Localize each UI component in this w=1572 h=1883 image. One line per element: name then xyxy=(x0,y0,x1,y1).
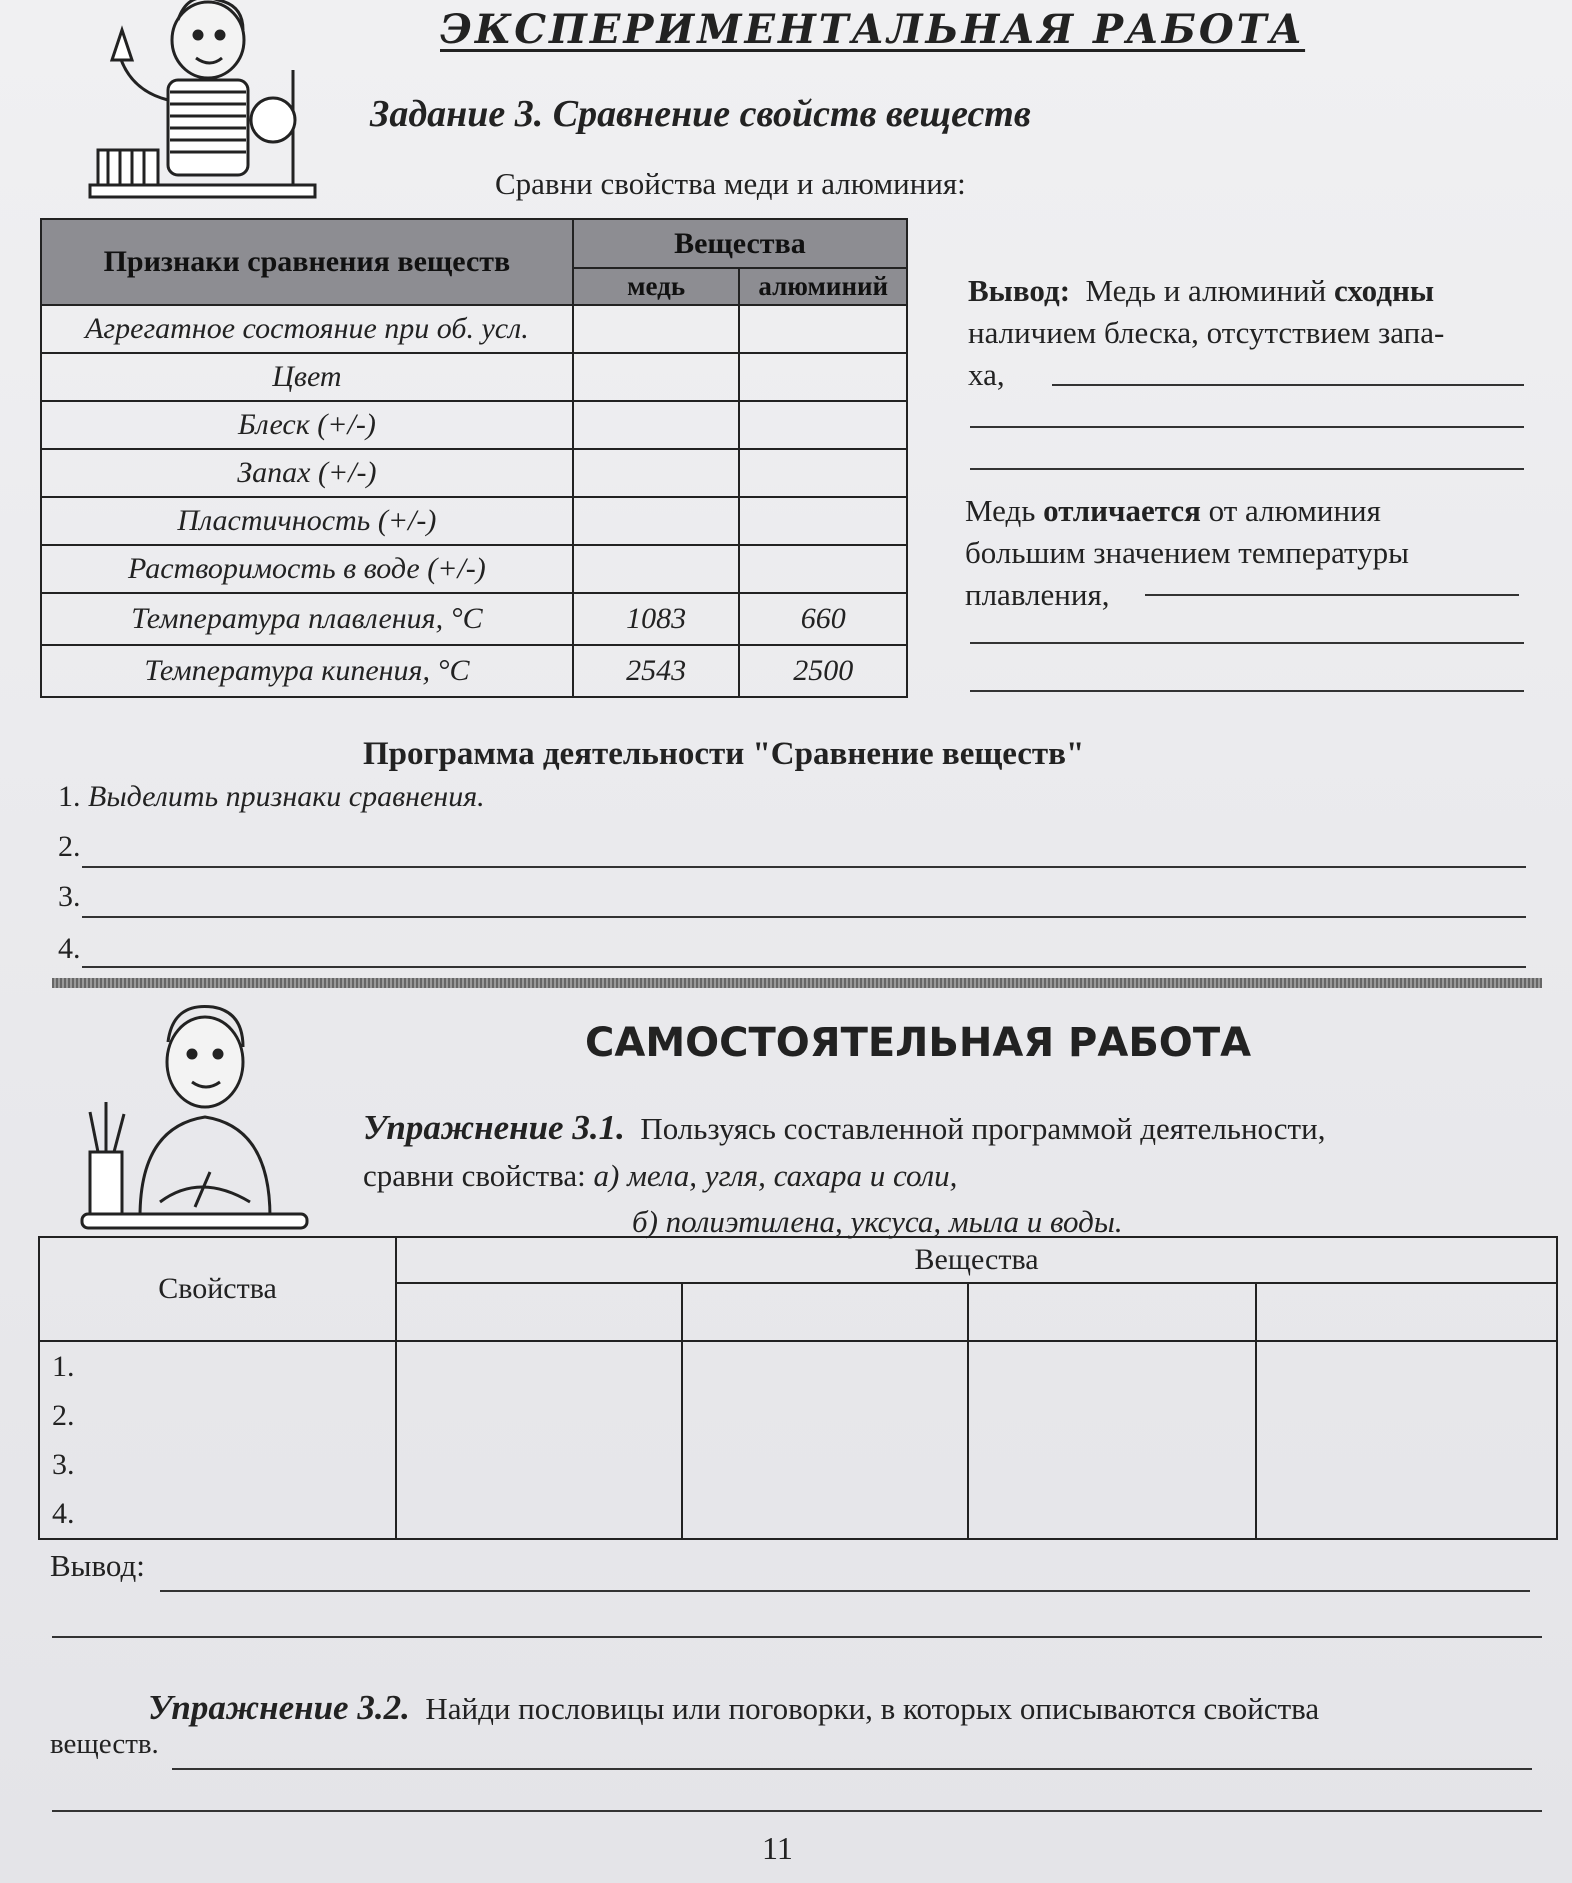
exercise-3-1-text: Пользуясь составленной программой деятельности, xyxy=(640,1111,1326,1146)
aluminum-cell xyxy=(739,449,907,497)
copper-cell: 2543 xyxy=(573,645,740,697)
exercise-3-2-text: Найди пословицы или поговорки, в которых описываются свойства xyxy=(425,1691,1320,1726)
comparison-table xyxy=(40,218,908,698)
answer-line[interactable] xyxy=(970,690,1524,692)
scientist-illustration-icon xyxy=(88,0,328,205)
aluminum-cell xyxy=(739,497,907,545)
substance-header-cell[interactable] xyxy=(396,1283,682,1341)
differ-text-1: Медь xyxy=(965,493,1036,528)
exercise-table xyxy=(38,1236,1558,1540)
program-item-num: 3. xyxy=(58,880,81,913)
answer-line[interactable] xyxy=(1145,594,1519,596)
table-row xyxy=(41,353,907,401)
similar-text-2: наличием блеска, отсутствием запа- xyxy=(968,315,1445,350)
exercise-3-2 xyxy=(148,1688,1319,1728)
exercise-3-2-title: Упражнение 3.2. xyxy=(148,1688,410,1727)
substance-header-cell[interactable] xyxy=(682,1283,968,1341)
answer-line[interactable] xyxy=(52,1810,1542,1812)
experimental-section-title: ЭКСПЕРИМЕНТАЛЬНАЯ РАБОТА xyxy=(440,6,1306,53)
answer-cell[interactable] xyxy=(396,1341,682,1539)
exercise-3-1-title: Упражнение 3.1. xyxy=(363,1108,625,1147)
header-substances: Вещества xyxy=(396,1237,1557,1283)
differ-text-4: плавления, xyxy=(965,577,1110,612)
program-item-num: 4. xyxy=(58,932,81,965)
answer-line[interactable] xyxy=(970,426,1524,428)
table-row xyxy=(41,645,907,697)
aluminum-cell xyxy=(739,353,907,401)
exercise-3-2-text2: веществ. xyxy=(50,1728,159,1760)
property-number: 3. xyxy=(52,1448,75,1481)
similar-bold: сходны xyxy=(1334,273,1435,308)
answer-line[interactable] xyxy=(1052,384,1524,386)
task-3-title: Задание 3. Сравнение свойств веществ xyxy=(370,93,1031,135)
row-label: Агрегатное состояние при об. усл. xyxy=(41,305,573,353)
similar-text-1: Медь и алюминий xyxy=(1085,273,1327,308)
conclusion-block xyxy=(968,270,1528,396)
table-row xyxy=(41,449,907,497)
table-row xyxy=(41,305,907,353)
copper-cell: 1083 xyxy=(573,593,740,645)
table-row xyxy=(41,593,907,645)
difference-block xyxy=(965,490,1535,616)
differ-text-3: большим значением температуры xyxy=(965,535,1410,570)
header-criteria: Признаки сравнения веществ xyxy=(41,219,573,305)
program-item-num: 2. xyxy=(58,830,81,863)
row-label: Запах (+/-) xyxy=(41,449,573,497)
copper-cell xyxy=(573,449,740,497)
property-number: 2. xyxy=(52,1399,75,1432)
differ-text-2: от алюминия xyxy=(1208,493,1381,528)
answer-line[interactable] xyxy=(52,1636,1542,1638)
program-item-num: 1. xyxy=(58,780,81,813)
exercise-3-1-line2-b: а) мела, угля, сахара и соли, xyxy=(593,1158,958,1193)
answer-cell[interactable] xyxy=(968,1341,1256,1539)
header-copper: медь xyxy=(573,268,740,305)
answer-line[interactable] xyxy=(172,1768,1532,1770)
header-properties: Свойства xyxy=(39,1237,396,1341)
differ-bold: отличается xyxy=(1043,493,1201,528)
answer-line[interactable] xyxy=(970,642,1524,644)
copper-cell xyxy=(573,305,740,353)
exercise-3-1-line2 xyxy=(363,1158,957,1194)
header-substances: Вещества xyxy=(573,219,907,268)
exercise-3-1 xyxy=(363,1108,1325,1148)
aluminum-cell: 660 xyxy=(739,593,907,645)
aluminum-cell xyxy=(739,305,907,353)
property-number: 4. xyxy=(52,1497,75,1530)
substance-header-cell[interactable] xyxy=(1256,1283,1557,1341)
header-aluminum: алюминий xyxy=(739,268,907,305)
copper-cell xyxy=(573,497,740,545)
row-label: Цвет xyxy=(41,353,573,401)
exercise-3-1-line3-text: б) полиэтилена, уксуса, мыла и воды. xyxy=(632,1204,1123,1239)
table-row xyxy=(41,497,907,545)
row-label: Температура плавления, °С xyxy=(41,593,573,645)
copper-cell xyxy=(573,545,740,593)
substance-header-cell[interactable] xyxy=(968,1283,1256,1341)
property-numbers xyxy=(39,1341,396,1539)
answer-line[interactable] xyxy=(970,468,1524,470)
exercise-conclusion-label: Вывод: xyxy=(50,1548,145,1583)
answer-cell[interactable] xyxy=(682,1341,968,1539)
row-label: Пластичность (+/-) xyxy=(41,497,573,545)
exercise-3-1-line3 xyxy=(632,1204,1123,1240)
answer-line[interactable] xyxy=(82,966,1526,968)
row-label: Растворимость в воде (+/-) xyxy=(41,545,573,593)
answer-line[interactable] xyxy=(82,916,1526,918)
table-row xyxy=(41,401,907,449)
answer-cell[interactable] xyxy=(1256,1341,1557,1539)
row-label: Температура кипения, °С xyxy=(41,645,573,697)
similar-text-3: ха, xyxy=(968,357,1005,392)
answer-line[interactable] xyxy=(82,866,1526,868)
program-item-1 xyxy=(58,780,485,814)
writing-student-illustration-icon xyxy=(80,1002,320,1237)
task-3-instruction: Сравни свойства меди и алюминия: xyxy=(495,166,966,201)
page-number: 11 xyxy=(762,1830,793,1866)
independent-section-title: САМОСТОЯТЕЛЬНАЯ РАБОТА xyxy=(585,1020,1252,1066)
exercise-3-1-line2-a: сравни свойства: xyxy=(363,1158,586,1193)
program-item-text: Выделить признаки сравнения. xyxy=(88,780,485,813)
aluminum-cell: 2500 xyxy=(739,645,907,697)
section-divider xyxy=(52,978,1542,988)
table-row xyxy=(41,545,907,593)
copper-cell xyxy=(573,401,740,449)
answer-line[interactable] xyxy=(160,1590,1530,1592)
program-title: Программа деятельности "Сравнение веществ" xyxy=(363,736,1085,772)
conclusion-label: Вывод: xyxy=(968,273,1071,308)
property-number: 1. xyxy=(52,1350,75,1383)
aluminum-cell xyxy=(739,545,907,593)
aluminum-cell xyxy=(739,401,907,449)
row-label: Блеск (+/-) xyxy=(41,401,573,449)
copper-cell xyxy=(573,353,740,401)
